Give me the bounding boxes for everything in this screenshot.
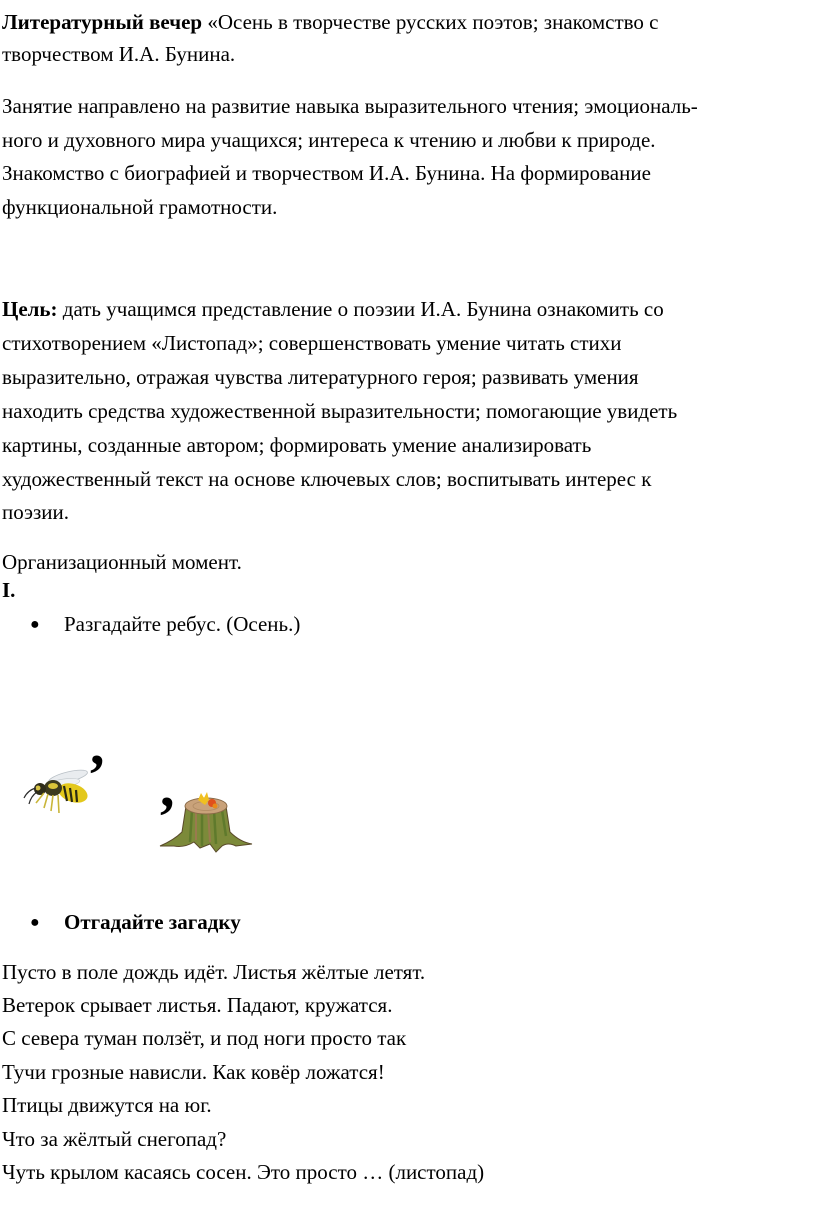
goal-line: картины, созданные автором; формировать умение анализировать [2,433,592,457]
bullet-text: Отгадайте загадку [64,910,241,934]
description-line: функциональной грамотности. [2,195,278,219]
intro-title-rest: «Осень в творчестве русских поэтов; знакомство с [202,10,659,34]
section-number: I. [2,578,16,602]
goal-label: Цель: [2,297,58,321]
goal-line: художественный текст на основе ключевых слов; воспитывать интерес к [2,467,652,491]
bullet-item-rebus [30,608,300,641]
riddle-line: Чуть крылом касаясь сосен. Это просто … (листопад) [2,1160,485,1184]
bullet-icon: ● [30,616,40,633]
riddle-line: Тучи грозные нависли. Как ковёр ложатся! [2,1060,385,1084]
rebus-comma-1: , [90,712,105,777]
riddle-line: Птицы движутся на юг. [2,1093,212,1117]
rebus-comma-2: , [160,754,175,819]
bullet-icon: ● [30,914,40,931]
goal-line: выразительно, отражая чувства литературного героя; развивать умения [2,365,639,389]
description-line: Занятие направлено на развитие навыка выразительного чтения; эмоциональ- [2,94,698,118]
goal-text: дать учащимся представление о поэзии И.А. Бунина ознакомить со [57,297,664,321]
intro-title-bold: Литературный вечер [2,10,203,34]
intro-line-1 [2,6,659,38]
bullet-item-riddle [30,906,241,939]
wasp-image [20,765,92,820]
org-moment: Организационный момент. [2,550,242,574]
riddle-line: Ветерок срывает листья. Падают, кружатся. [2,993,393,1017]
riddle-line: С севера туман ползёт, и под ноги просто так [2,1026,407,1050]
description-line: Знакомство с биографией и творчеством И.А. Бунина. На формирование [2,161,651,185]
intro-line-2: творчеством И.А. Бунина. [2,42,236,66]
goal-line: поэзии. [2,500,70,524]
bullet-text: Разгадайте ребус. (Осень.) [64,612,301,636]
description-line: ного и духовного мира учащихся; интереса к чтению и любви к природе. [2,128,656,152]
tree-stump-image [156,786,256,854]
goal-line: стихотворением «Листопад»; совершенствовать умение читать стихи [2,331,622,355]
goal-line: находить средства художественной выразительности; помогающие увидеть [2,399,678,423]
riddle-line: Что за жёлтый снегопад? [2,1127,227,1151]
riddle-line: Пусто в поле дождь идёт. Листья жёлтые летят. [2,960,426,984]
goal-line-1 [2,293,664,325]
